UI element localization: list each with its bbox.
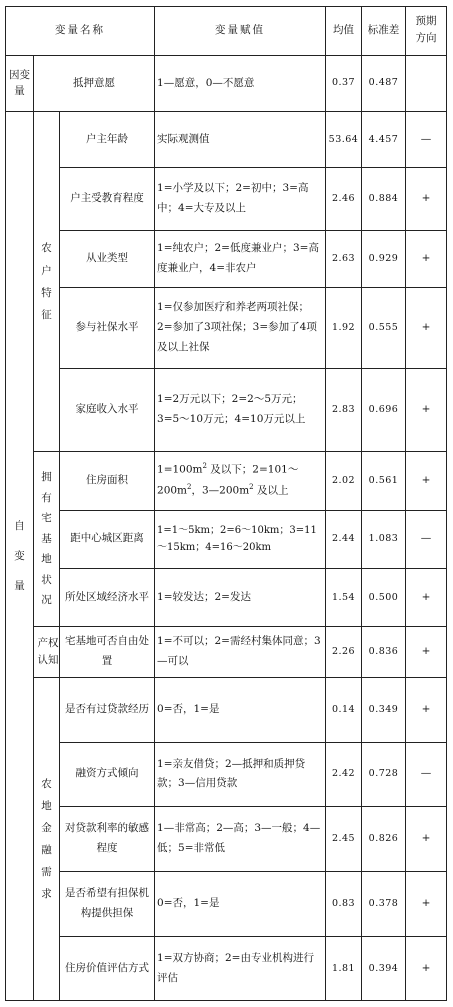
table-row bbox=[6, 677, 447, 742]
row-sd: 0.378 bbox=[362, 872, 406, 937]
row-sd: 0.349 bbox=[362, 677, 406, 742]
row-mean: 0.14 bbox=[326, 677, 362, 742]
row-direction: + bbox=[406, 872, 447, 937]
row-assignment: 1=亲友借贷；2—抵押和质押贷款；3—信用贷款 bbox=[155, 742, 326, 807]
table-row bbox=[6, 510, 447, 569]
row-direction: + bbox=[406, 807, 447, 872]
row-assignment: 1=小学及以下；2=初中；3=高中；4=大专及以上 bbox=[155, 168, 326, 231]
row-name: 家庭收入水平 bbox=[60, 368, 155, 451]
dependent-sd: 0.487 bbox=[362, 55, 406, 112]
row-direction: — bbox=[406, 112, 447, 168]
row-mean: 2.83 bbox=[326, 368, 362, 451]
row-sd: 0.884 bbox=[362, 168, 406, 231]
row-mean: 2.02 bbox=[326, 451, 362, 510]
row-sd: 1.083 bbox=[362, 510, 406, 569]
row-assignment: 1=双方协商；2=由专业机构进行评估 bbox=[155, 937, 326, 1001]
row-direction: + bbox=[406, 451, 447, 510]
row-name: 户主年龄 bbox=[60, 112, 155, 168]
row-assignment: 1=不可以；2=需经村集体同意；3—可以 bbox=[155, 627, 326, 678]
table-row bbox=[6, 168, 447, 231]
row-mean: 2.45 bbox=[326, 807, 362, 872]
row-sd: 0.728 bbox=[362, 742, 406, 807]
row-name: 参与社保水平 bbox=[60, 287, 155, 368]
group-label-property-rights: 产权认知 bbox=[34, 627, 60, 678]
row-direction: + bbox=[406, 937, 447, 1001]
row-direction: + bbox=[406, 230, 447, 287]
group-label-finance-demand: 农地金融需求 bbox=[34, 677, 60, 1000]
row-mean: 1.81 bbox=[326, 937, 362, 1001]
table-row bbox=[6, 937, 447, 1001]
row-sd: 0.500 bbox=[362, 569, 406, 627]
dependent-group-label: 因变量 bbox=[6, 55, 34, 112]
row-mean: 2.26 bbox=[326, 627, 362, 678]
group-label-homestead: 拥有宅基地状况 bbox=[34, 451, 60, 626]
header-row bbox=[6, 7, 447, 56]
table-row bbox=[6, 742, 447, 807]
dependent-mean: 0.37 bbox=[326, 55, 362, 112]
row-name: 对贷款利率的敏感程度 bbox=[60, 807, 155, 872]
table-row bbox=[6, 368, 447, 451]
row-sd: 0.836 bbox=[362, 627, 406, 678]
row-assignment: 1=纯农户；2=低度兼业户；3=高度兼业户，4=非农户 bbox=[155, 230, 326, 287]
dependent-assignment: 1—愿意，0—不愿意 bbox=[155, 55, 326, 112]
row-name: 是否有过贷款经历 bbox=[60, 677, 155, 742]
table-row bbox=[6, 627, 447, 678]
row-name: 宅基地可否自由处置 bbox=[60, 627, 155, 678]
dependent-row bbox=[6, 55, 447, 112]
row-direction: + bbox=[406, 368, 447, 451]
row-name: 从业类型 bbox=[60, 230, 155, 287]
row-direction: + bbox=[406, 677, 447, 742]
row-direction: + bbox=[406, 287, 447, 368]
row-assignment: $1=100m^2$ 及以下；$2=101\sim 200m^2$，$3—200m^2$ 及以上 bbox=[155, 451, 326, 510]
row-mean: 2.42 bbox=[326, 742, 362, 807]
row-direction: — bbox=[406, 510, 447, 569]
row-assignment: 1—非常高；2—高；3—一般；4—低；5=非常低 bbox=[155, 807, 326, 872]
row-name: 融资方式倾向 bbox=[60, 742, 155, 807]
row-sd: 0.929 bbox=[362, 230, 406, 287]
row-name: 所处区域经济水平 bbox=[60, 569, 155, 627]
group-label-household: 农户特征 bbox=[34, 112, 60, 451]
row-assignment: 1=2万元以下；2=2～5万元；3=5～10万元；4=10万元以上 bbox=[155, 368, 326, 451]
row-mean: 53.64 bbox=[326, 112, 362, 168]
dependent-direction bbox=[406, 55, 447, 112]
row-assignment: 1=仅参加医疗和养老两项社保；2=参加了3项社保；3=参加了4项及以上社保 bbox=[155, 287, 326, 368]
row-mean: 2.46 bbox=[326, 168, 362, 231]
row-name: 住房面积 bbox=[60, 451, 155, 510]
table-row bbox=[6, 287, 447, 368]
header-assignment: 变量赋值 bbox=[155, 7, 326, 56]
row-mean: 2.44 bbox=[326, 510, 362, 569]
header-sd: 标准差 bbox=[362, 7, 406, 56]
table-row bbox=[6, 230, 447, 287]
dependent-name: 抵押意愿 bbox=[34, 55, 155, 112]
row-direction: + bbox=[406, 627, 447, 678]
row-sd: 0.394 bbox=[362, 937, 406, 1001]
row-name: 户主受教育程度 bbox=[60, 168, 155, 231]
row-name: 住房价值评估方式 bbox=[60, 937, 155, 1001]
table-row bbox=[6, 872, 447, 937]
header-expected-direction: 预期方向 bbox=[406, 7, 447, 56]
row-mean: 1.92 bbox=[326, 287, 362, 368]
table-row bbox=[6, 112, 447, 168]
row-sd: 0.696 bbox=[362, 368, 406, 451]
table-row bbox=[6, 451, 447, 510]
table-row bbox=[6, 807, 447, 872]
row-sd: 0.561 bbox=[362, 451, 406, 510]
row-assignment: 实际观测值 bbox=[155, 112, 326, 168]
row-name: 距中心城区距离 bbox=[60, 510, 155, 569]
row-assignment: 0=否，1=是 bbox=[155, 677, 326, 742]
row-assignment: 0=否，1=是 bbox=[155, 872, 326, 937]
row-sd: 0.555 bbox=[362, 287, 406, 368]
row-assignment: 1=较发达；2=发达 bbox=[155, 569, 326, 627]
row-sd: 4.457 bbox=[362, 112, 406, 168]
row-assignment: 1=1～5km；2=6～10km；3=11～15km；4=16～20km bbox=[155, 510, 326, 569]
row-mean: 0.83 bbox=[326, 872, 362, 937]
row-direction: — bbox=[406, 742, 447, 807]
row-direction: + bbox=[406, 569, 447, 627]
variables-table bbox=[5, 6, 447, 1001]
row-direction: + bbox=[406, 168, 447, 231]
table-row bbox=[6, 569, 447, 627]
row-mean: 2.63 bbox=[326, 230, 362, 287]
row-name: 是否希望有担保机构提供担保 bbox=[60, 872, 155, 937]
header-mean: 均值 bbox=[326, 7, 362, 56]
independent-group-label: 自变量 bbox=[6, 112, 34, 1001]
row-sd: 0.826 bbox=[362, 807, 406, 872]
header-variable-name: 变量名称 bbox=[6, 7, 155, 56]
row-mean: 1.54 bbox=[326, 569, 362, 627]
